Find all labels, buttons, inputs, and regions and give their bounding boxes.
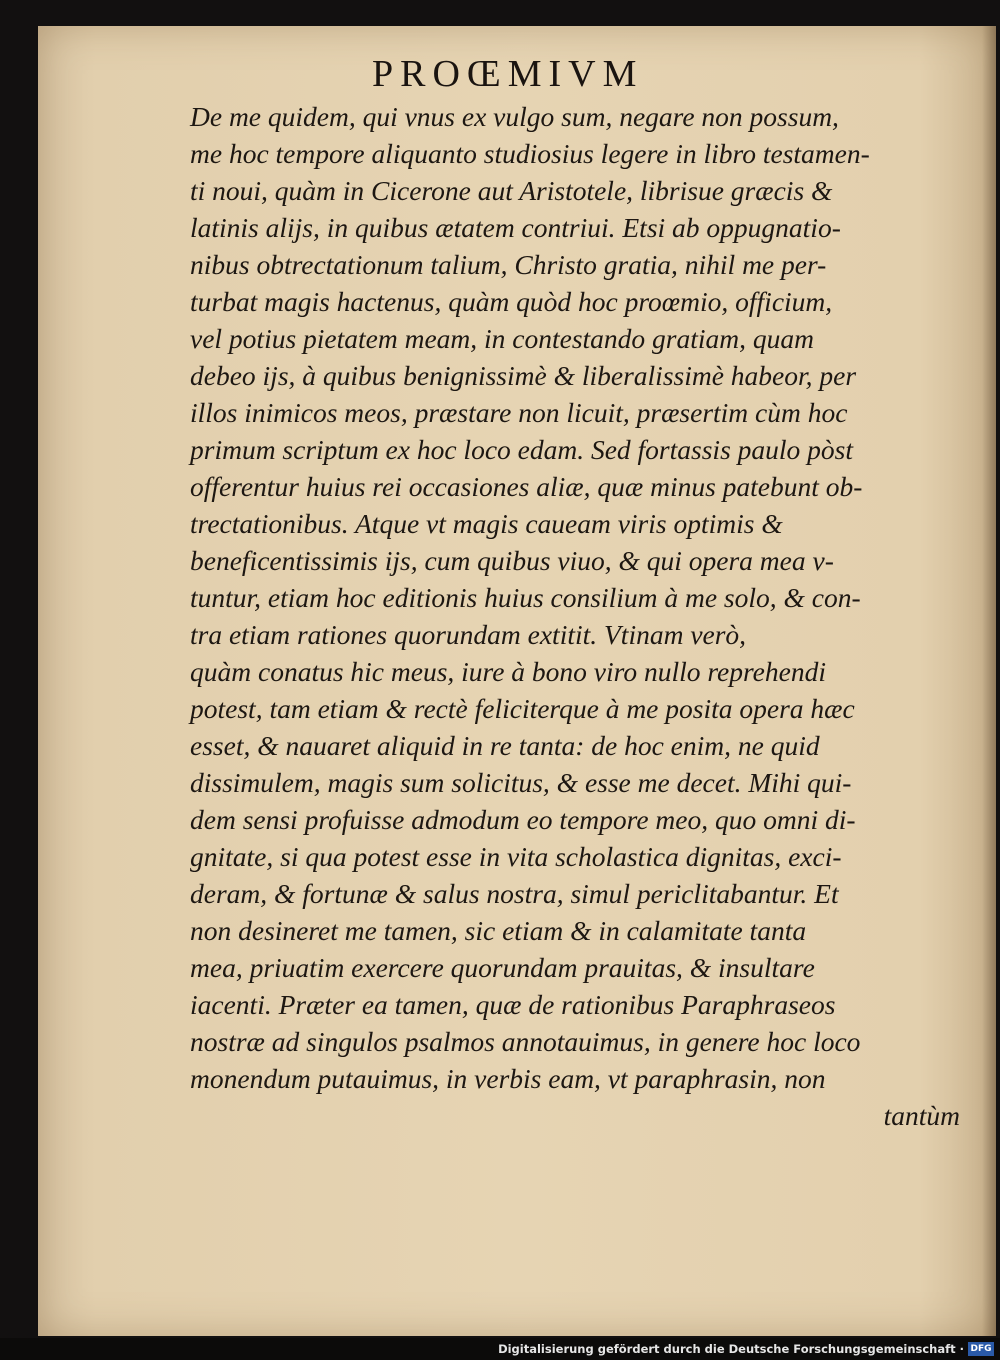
text-line: turbat magis hactenus, quàm quòd hoc proœmio, officium, bbox=[190, 286, 833, 317]
text-line: potest, tam etiam & rectè feliciterque à me posita opera hæc bbox=[190, 693, 855, 724]
body-text bbox=[190, 98, 960, 1134]
dfg-logo: DFG bbox=[968, 1342, 994, 1356]
catchword: tantùm bbox=[883, 1100, 960, 1131]
text-line: nibus obtrectationum talium, Christo gratia, nihil me per- bbox=[190, 249, 827, 280]
text-line: quàm conatus hic meus, iure à bono viro nullo reprehendi bbox=[190, 656, 826, 687]
text-line: tuntur, etiam hoc editionis huius consilium à me solo, & con- bbox=[190, 582, 861, 613]
text-line: esset, & nauaret aliquid in re tanta: de hoc enim, ne quid bbox=[190, 730, 820, 761]
text-line: trectationibus. Atque vt magis caueam viris optimis & bbox=[190, 508, 783, 539]
text-line: offerentur huius rei occasiones aliæ, quæ minus patebunt ob- bbox=[190, 471, 863, 502]
text-line: dem sensi profuisse admodum eo tempore meo, quo omni di- bbox=[190, 804, 856, 835]
text-line: tra etiam rationes quorundam extitit. Vtinam verò, bbox=[190, 619, 747, 650]
funding-credit: Digitalisierung gefördert durch die Deutsche Forschungsgemeinschaft · bbox=[498, 1342, 964, 1356]
text-line: monendum putauimus, in verbis eam, vt paraphrasin, non bbox=[190, 1063, 826, 1094]
page-edge-shadow bbox=[982, 26, 996, 1336]
text-line: dissimulem, magis sum solicitus, & esse me decet. Mihi qui- bbox=[190, 767, 852, 798]
text-line: deram, & fortunæ & salus nostra, simul periclitabantur. Et bbox=[190, 878, 839, 909]
text-line: non desineret me tamen, sic etiam & in calamitate tanta bbox=[190, 915, 807, 946]
text-line: latinis alijs, in quibus ætatem contriui. Etsi ab oppugnatio- bbox=[190, 212, 841, 243]
text-line: debeo ijs, à quibus benignissimè & liberalissimè habeor, per bbox=[190, 360, 857, 391]
text-line: primum scriptum ex hoc loco edam. Sed fortassis paulo pòst bbox=[190, 434, 854, 465]
text-line: gnitate, si qua potest esse in vita scholastica dignitas, exci- bbox=[190, 841, 842, 872]
text-line: mea, priuatim exercere quorundam prauitas, & insultare bbox=[190, 952, 815, 983]
text-line: me hoc tempore aliquanto studiosius legere in libro testamen- bbox=[190, 138, 870, 169]
text-line: illos inimicos meos, præstare non licuit, præsertim cùm hoc bbox=[190, 397, 848, 428]
text-line: nostræ ad singulos psalmos annotauimus, in genere hoc loco bbox=[190, 1026, 861, 1057]
text-line: beneficentissimis ijs, cum quibus viuo, & qui opera mea v- bbox=[190, 545, 834, 576]
text-line: vel potius pietatem meam, in contestando gratiam, quam bbox=[190, 323, 815, 354]
text-line: ti noui, quàm in Cicerone aut Aristotele, librisue græcis & bbox=[190, 175, 833, 206]
text-line: iacenti. Præter ea tamen, quæ de rationibus Paraphraseos bbox=[190, 989, 836, 1020]
text-line: De me quidem, qui vnus ex vulgo sum, negare non possum, bbox=[190, 101, 839, 132]
footer-bar bbox=[0, 1338, 1000, 1360]
page-heading: PROŒMIVM bbox=[372, 53, 644, 95]
